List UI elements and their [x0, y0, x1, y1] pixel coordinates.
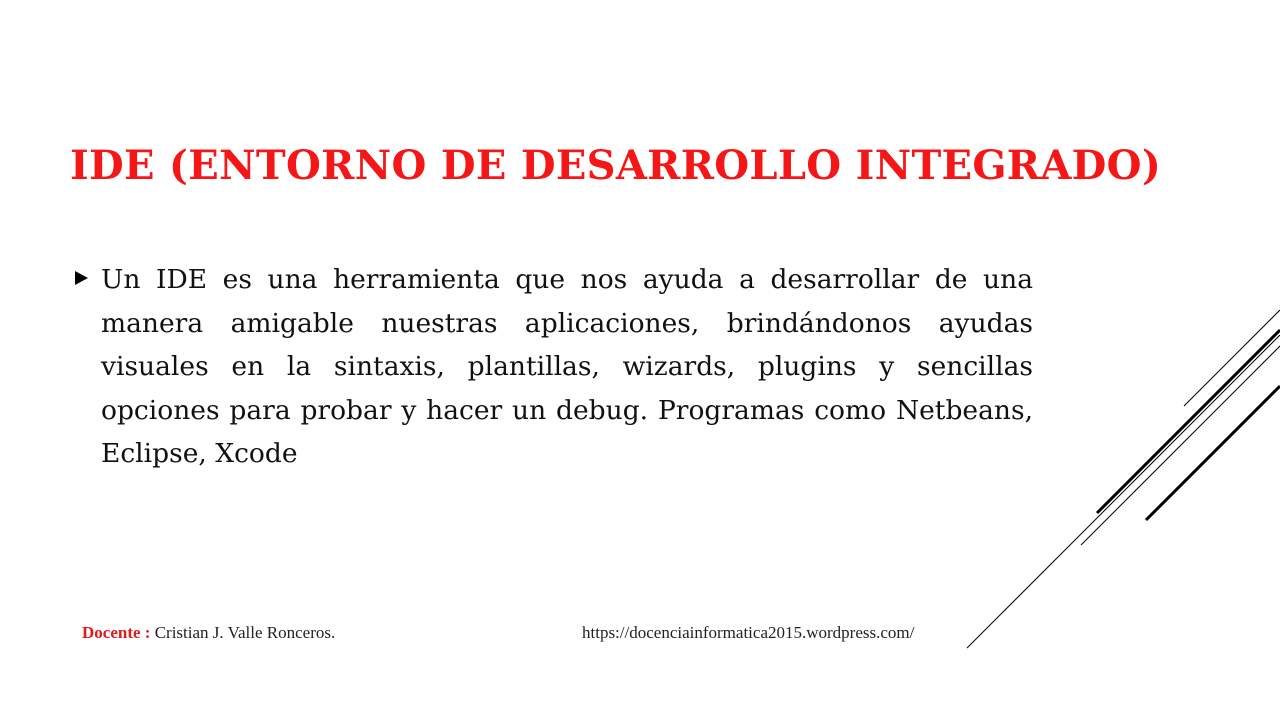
footer-author-label: Docente :: [82, 623, 151, 642]
deco-line-thick-2: [1146, 386, 1280, 520]
deco-line-thick-1: [1097, 330, 1280, 513]
deco-line-thin-mid: [1081, 346, 1280, 545]
slide-title: IDE (ENTORNO DE DESARROLLO INTEGRADO): [70, 142, 1162, 189]
footer-url: https://docenciainformatica2015.wordpress.com/: [582, 623, 915, 642]
deco-line-long: [967, 335, 1280, 648]
footer-author-name: Cristian J. Valle Ronceros.: [154, 623, 336, 642]
bullet-text: Un IDE es una herramienta que nos ayuda a desarrollar de una manera amigable nuestras aplicaciones, brindándonos ayudas visuales en la sintaxis, plantillas, wizards, plugins y sencillas opciones para probar y hacer un debug. Programas como Netbeans, Eclipse, Xcode: [101, 264, 1033, 469]
deco-line-thin-top: [1184, 310, 1280, 406]
